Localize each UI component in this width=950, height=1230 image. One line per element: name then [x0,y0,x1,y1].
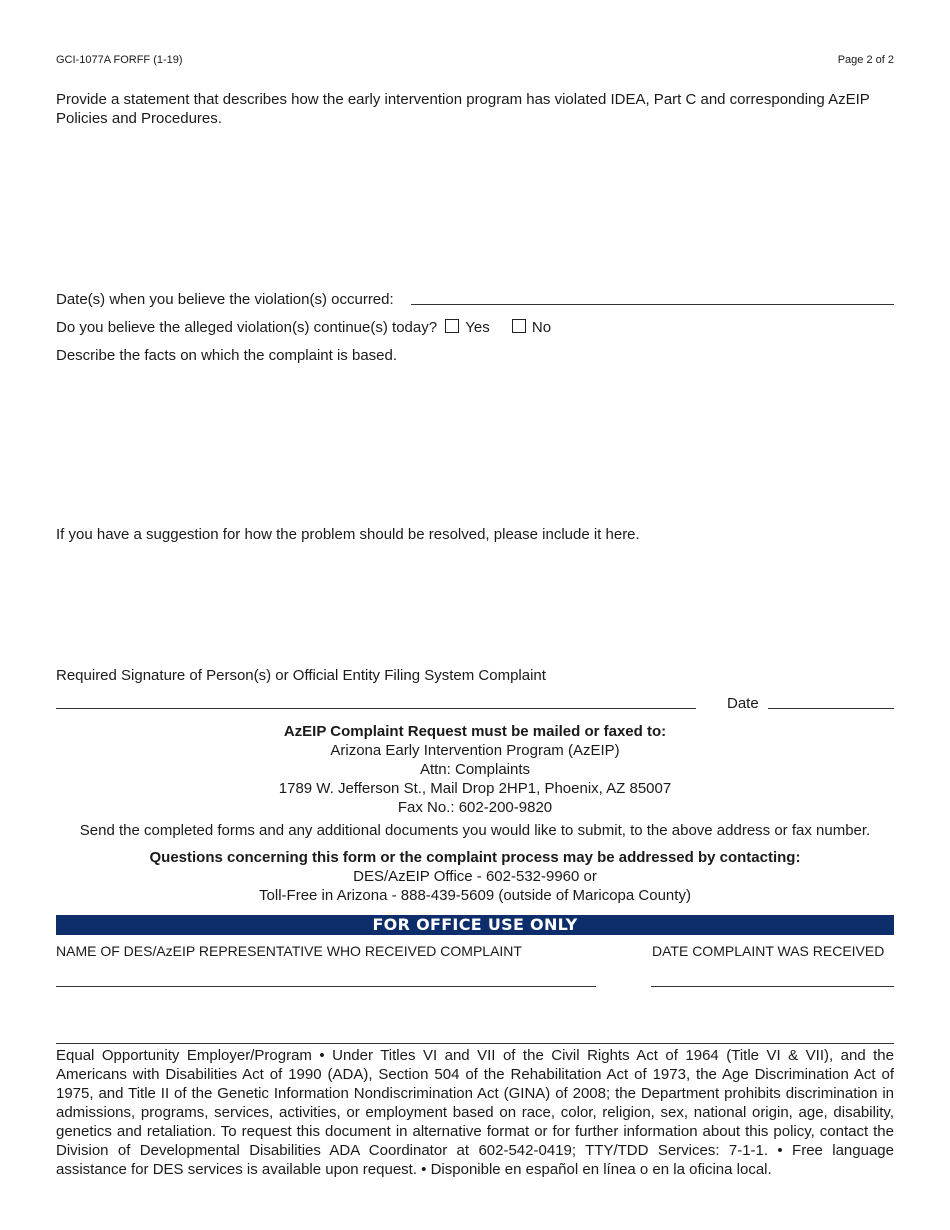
facts-prompt: Describe the facts on which the complaint is based. [56,347,398,364]
violation-dates-label: Date(s) when you believe the violation(s) occurred: [56,291,394,308]
office-use-banner: FOR OFFICE USE ONLY [56,915,894,935]
mailing-address: 1789 W. Jefferson St., Mail Drop 2HP1, Phoenix, AZ 85007 [278,780,672,797]
page-number: Page 2 of 2 [837,54,894,66]
mailing-heading: AzEIP Complaint Request must be mailed or faxed to: [283,723,667,740]
footer-divider [56,1043,894,1044]
statement-textarea[interactable] [56,132,894,280]
suggestion-textarea[interactable] [56,548,894,658]
date-received-label: DATE COMPLAINT WAS RECEIVED [652,943,885,959]
questions-line-2: Toll-Free in Arizona - 888-439-5609 (outside of Maricopa County) [259,887,691,904]
mailing-fax: Fax No.: 602-200-9820 [397,799,553,816]
continue-question: Do you believe the alleged violation(s) continue(s) today? [56,319,438,336]
suggestion-prompt: If you have a suggestion for how the problem should be resolved, please include it here. [56,526,640,543]
rep-name-label: NAME OF DES/AzEIP REPRESENTATIVE WHO RECEIVED COMPLAINT [56,943,522,959]
date-label: Date [727,695,759,712]
rep-name-field[interactable] [56,986,596,987]
statement-prompt: Provide a statement that describes how the early intervention program has violated IDEA, Part C and corresponding AzEIP Policies and Procedures. [56,91,870,127]
eeo-footer: Equal Opportunity Employer/Program • Under Titles VI and VII of the Civil Rights Act of 1964 (Title VI & VII), and the Americans with Disabilities Act of 1990 (ADA), Section 504 of the Rehabilitation Act of 1973, the Age Discrimination Act of 1975, and Title II of the Genetic Information Nondiscrimination Act (GINA) of 2008; the Department prohibits discrimination in admissions, programs, services, activities, or employment based on race, color, religion, sex, national origin, age, disability, genetics and retaliation. To request this document in alternative format or for further information about this policy, contact the Division of Developmental Disabilities ADA Coordinator at 602-542-0419; TTY/TDD Services: 7-1-1. • Free language assistance for DES services is available upon request. • Disponible en español en línea o en la oficina local. [56,1047,894,1178]
no-label: No [531,319,552,336]
facts-textarea[interactable] [56,368,894,518]
questions-line-1: DES/AzEIP Office - 602-532-9960 or [353,868,597,885]
form-id: GCI-1077A FORFF (1-19) [56,54,183,66]
mailing-line-1: Arizona Early Intervention Program (AzEIP) [330,742,620,759]
signature-field[interactable] [56,708,696,709]
no-checkbox[interactable] [512,319,526,333]
signature-date-field[interactable] [768,708,894,709]
yes-checkbox[interactable] [445,319,459,333]
date-received-field[interactable] [651,986,894,987]
violation-dates-field[interactable] [411,304,894,305]
yes-label: Yes [465,319,490,336]
signature-label: Required Signature of Person(s) or Official Entity Filing System Complaint [56,667,546,684]
continue-question-row [56,318,551,337]
questions-heading: Questions concerning this form or the complaint process may be addressed by contacting: [149,849,801,866]
send-note: Send the completed forms and any additional documents you would like to submit, to the above address or fax number. [79,822,871,839]
mailing-line-2: Attn: Complaints [419,761,531,778]
